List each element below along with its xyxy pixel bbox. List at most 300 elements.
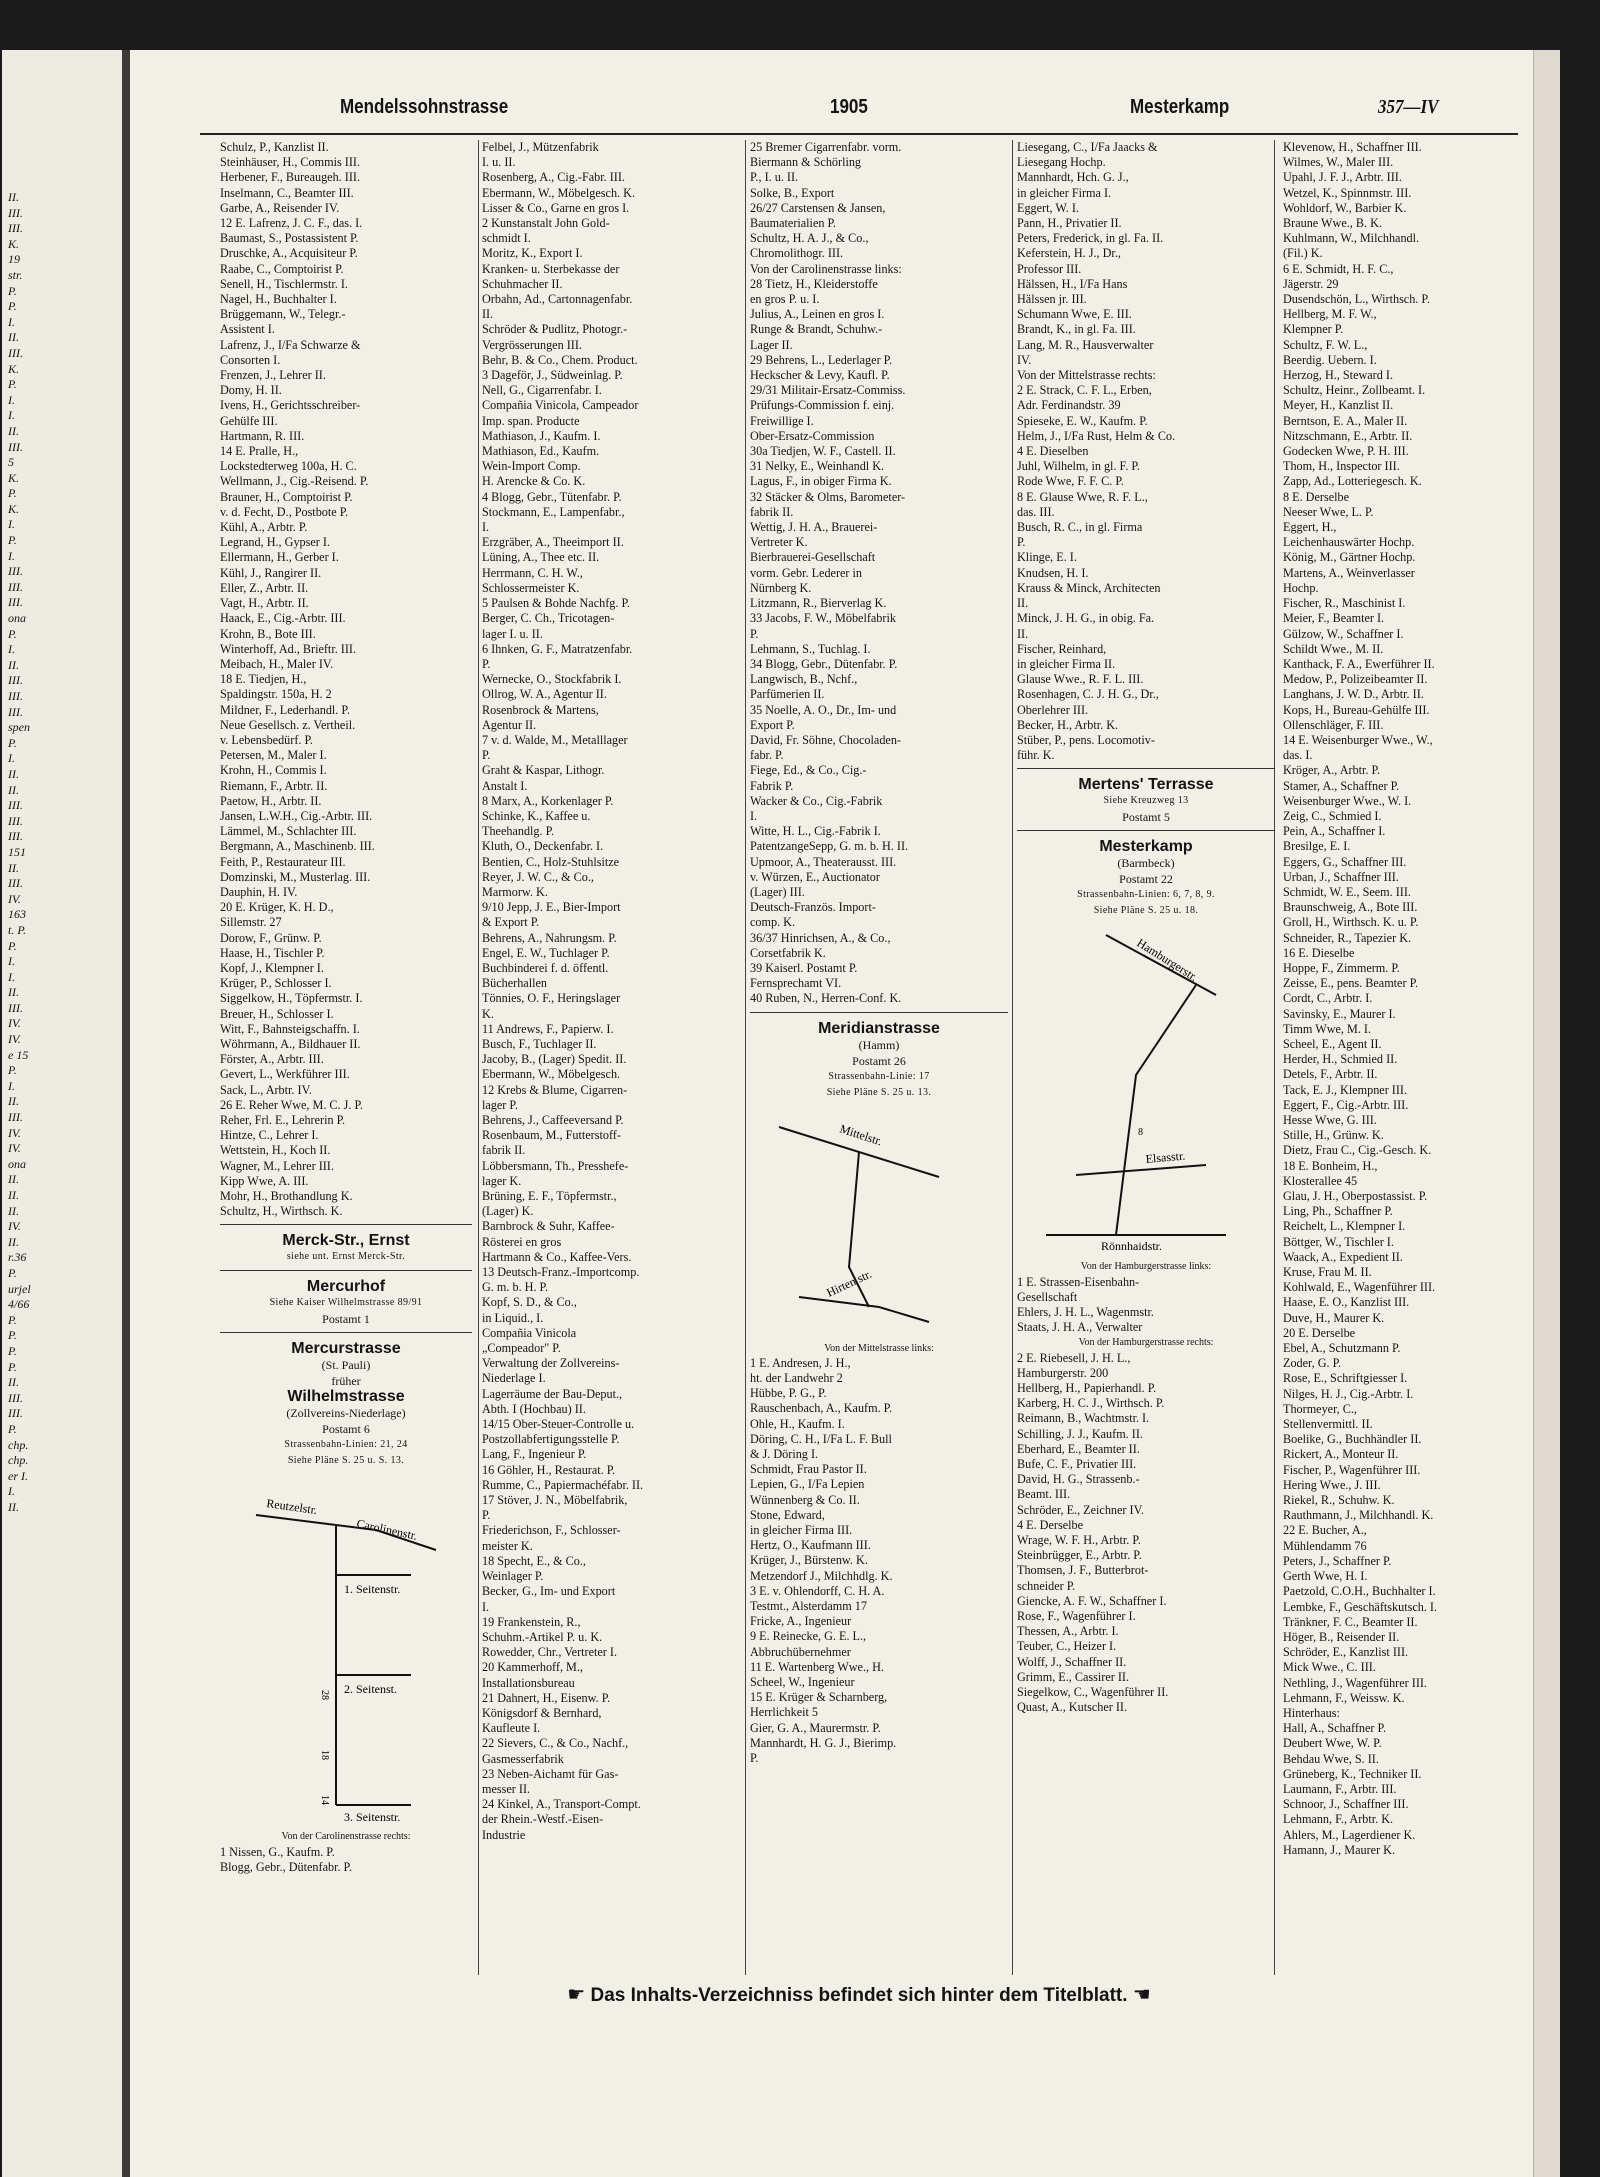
directory-entry: schneider P.	[1017, 1578, 1076, 1593]
directory-entry: Ivens, H., Gerichtsschreiber-	[220, 398, 361, 413]
directory-entry: Meier, F., Beamter I.	[1283, 611, 1385, 626]
directory-entry: vorm. Gebr. Lederer in	[750, 565, 863, 580]
directory-entry: II.	[482, 307, 494, 322]
stub-line: II.	[8, 1094, 19, 1109]
directory-entry: schmidt I.	[482, 231, 531, 246]
directory-entry: 25 Bremer Cigarrenfabr. vorm.	[750, 140, 902, 154]
directory-entry: IV.	[1017, 352, 1032, 367]
directory-entry: Oberlehrer III.	[1017, 702, 1089, 717]
directory-entry: Detels, F., Arbtr. II.	[1283, 1067, 1378, 1082]
stub-line: I.	[8, 1484, 15, 1499]
directory-entry: Buchbinderei f. d. öffentl.	[482, 960, 609, 975]
directory-entry: Weisenburger Wwe., W. I.	[1283, 793, 1412, 808]
directory-entry: Kruse, Frau M. II.	[1283, 1265, 1372, 1280]
directory-entry: Ehlers, J. H. L., Wagenmstr.	[1017, 1304, 1154, 1319]
directory-entry: Julius, A., Leinen en gros I.	[750, 307, 885, 322]
directory-entry: 4 E. Derselbe	[1017, 1517, 1083, 1532]
former-district: (Zollvereins-Niederlage)	[286, 1406, 406, 1421]
directory-entry: Kipp Wwe, A. III.	[220, 1173, 309, 1188]
directory-entry: Höger, B., Reisender II.	[1283, 1629, 1400, 1644]
directory-entry: 8 Marx, A., Korkenlager P.	[482, 793, 614, 808]
directory-entry: Behrens, A., Nahrungsm. P.	[482, 930, 617, 945]
directory-entry: 36/37 Hinrichsen, A., & Co.,	[750, 930, 891, 945]
directory-entry: Fischer, R., Maschinist I.	[1283, 596, 1406, 611]
directory-entry: lager P.	[482, 1097, 518, 1112]
directory-entry: Hall, A., Schaffner P.	[1283, 1721, 1387, 1736]
directory-entry: Ohle, H., Kaufm. I.	[750, 1416, 845, 1431]
directory-entry: Niederlage I.	[482, 1371, 546, 1386]
street-title: Mercurstrasse	[291, 1340, 401, 1358]
directory-entry: Gevert, L., Werkführer III.	[220, 1067, 350, 1082]
directory-entry: Bücherhallen	[482, 976, 547, 991]
directory-entry: Vagt, H., Arbtr. II.	[220, 596, 309, 611]
directory-entry: 34 Blogg, Gebr., Dütenfabr. P.	[750, 656, 898, 671]
directory-entry: P.	[482, 1508, 491, 1523]
district: (St. Pauli)	[321, 1358, 371, 1373]
directory-entry: Busch, R. C., in gl. Firma	[1017, 520, 1143, 535]
directory-entry: Groll, H., Wirthsch. K. u. P.	[1283, 915, 1419, 930]
directory-entry: Petersen, M., Maler I.	[220, 748, 327, 763]
directory-entry: Fischer, Reinhard,	[1017, 641, 1107, 656]
stub-line: III.	[8, 595, 23, 610]
directory-entry: Herrlichkeit 5	[750, 1705, 819, 1720]
directory-entry: Fischer, P., Wagenführer III.	[1283, 1462, 1421, 1477]
directory-entry: Hintze, C., Lehrer I.	[220, 1128, 319, 1143]
directory-entry: 12 Krebs & Blume, Cigarren-	[482, 1082, 628, 1097]
directory-entry: Martens, A., Weinverlasser	[1283, 565, 1415, 580]
directory-entry: Laumann, F., Arbtr. III.	[1283, 1781, 1397, 1796]
directory-entry: Kopf, J., Klempner I.	[220, 960, 324, 975]
stub-line: spen	[8, 720, 30, 735]
directory-entry: (Lager) III.	[750, 884, 805, 899]
directory-entry: 18 E. Bonheim, H.,	[1283, 1158, 1378, 1173]
directory-entry: Ebel, A., Schutzmann P.	[1283, 1341, 1401, 1356]
directory-entry: Lehmann, S., Tuchlag. I.	[750, 641, 871, 656]
directory-entry: I.	[482, 520, 490, 535]
directory-entry: 6 E. Schmidt, H. F. C.,	[1283, 261, 1394, 276]
section-note: Von der Mittelstrasse links:	[824, 1342, 934, 1354]
directory-entry: Druschke, A., Acquisiteur P.	[220, 246, 358, 261]
directory-entry: Bresilge, E. I.	[1283, 839, 1351, 854]
street-map-mercurstrasse	[226, 1475, 466, 1825]
directory-entry: Krauss & Minck, Architecten	[1017, 580, 1161, 595]
directory-entry: Kröger, A., Arbtr. P.	[1283, 763, 1381, 778]
directory-entry: 3 E. v. Ohlendorff, C. H. A.	[750, 1583, 885, 1598]
directory-entry: Hälssen, H., I/Fa Hans	[1017, 276, 1128, 291]
directory-entry: 11 E. Wartenberg Wwe., H.	[750, 1659, 884, 1674]
directory-entry: Lang, M. R., Hausverwalter	[1017, 337, 1154, 352]
directory-entry: 1 E. Andresen, J. H.,	[750, 1355, 851, 1370]
directory-entry: Von der Mittelstrasse rechts:	[1017, 368, 1156, 383]
directory-entry: Compañia Vinicola	[482, 1325, 577, 1340]
directory-entry: Heckscher & Levy, Kaufl. P.	[750, 368, 890, 383]
directory-entry: Reimann, B., Wachtmstr. I.	[1017, 1411, 1150, 1426]
directory-entry: Schuhm.-Artikel P. u. K.	[482, 1629, 603, 1644]
stub-line: ona	[8, 611, 26, 626]
directory-entry: Upahl, J. F. J., Arbtr. III.	[1283, 170, 1402, 185]
directory-entry: Riemann, F., Arbtr. II.	[220, 778, 328, 793]
stub-line: P.	[8, 626, 17, 641]
entry-list	[482, 140, 740, 1843]
directory-entry: (Fil.) K.	[1283, 246, 1323, 261]
directory-entry: Ollenschläger, F. III.	[1283, 717, 1384, 732]
street-note: Siehe Kreuzweg 13	[1103, 795, 1189, 807]
directory-entry: Siegelkow, C., Wagenführer II.	[1017, 1685, 1169, 1700]
directory-entry: Grüneberg, K., Techniker II.	[1283, 1766, 1422, 1781]
directory-entry: Ollrog, W. A., Agentur II.	[482, 687, 607, 702]
stub-line: IV.	[8, 1032, 21, 1047]
directory-entry: Senell, H., Tischlermstr. I.	[220, 276, 348, 291]
directory-entry: Pann, H., Privatier II.	[1017, 216, 1122, 231]
map-label: Hirten str.	[824, 1266, 874, 1300]
stub-line: K.	[8, 501, 20, 516]
directory-entry: Urban, J., Schaffner III.	[1283, 869, 1399, 884]
directory-entry: Lagus, F., in obiger Firma K.	[750, 474, 892, 489]
stub-line: I.	[8, 1078, 15, 1093]
directory-entry: lager K.	[482, 1173, 522, 1188]
stub-line: 163	[8, 907, 26, 922]
directory-entry: Abbruchübernehmer	[750, 1644, 851, 1659]
directory-entry: Mathiason, J., Kaufm. I.	[482, 428, 601, 443]
directory-entry: Dauphin, H. IV.	[220, 884, 298, 899]
earlier-label: früher	[331, 1374, 361, 1389]
directory-entry: Hesse Wwe, G. III.	[1283, 1113, 1377, 1127]
directory-entry: Hälssen jr. III.	[1017, 292, 1087, 307]
street-title: Mercurhof	[306, 1278, 386, 1296]
directory-entry: Hering Wwe., J. III.	[1283, 1477, 1381, 1492]
stub-line: IV.	[8, 1125, 21, 1140]
directory-entry: Herder, H., Schmied II.	[1283, 1052, 1398, 1067]
directory-entry: Braune Wwe., B. K.	[1283, 216, 1382, 231]
directory-entry: Liesegang, C., I/Fa Jaacks &	[1017, 140, 1158, 154]
directory-entry: Böttger, W., Tischler I.	[1283, 1234, 1394, 1249]
stub-line: I.	[8, 517, 15, 532]
directory-entry: Rosenbaum, M., Futterstoff-	[482, 1128, 621, 1143]
directory-entry: Peters, Frederick, in gl. Fa. II.	[1017, 231, 1164, 246]
stub-line: t. P.	[8, 922, 27, 937]
directory-entry: Hübbe, P. G., P.	[750, 1386, 827, 1401]
directory-entry: Keferstein, H. J., Dr.,	[1017, 246, 1121, 261]
directory-entry: Inselmann, C., Beamter III.	[220, 185, 354, 200]
directory-entry: 39 Kaiserl. Postamt P.	[750, 960, 858, 975]
directory-entry: Freiwillige I.	[750, 413, 814, 428]
directory-entry: Wernecke, O., Stockfabrik I.	[482, 672, 622, 687]
directory-entry: fabrik II.	[482, 1143, 526, 1158]
directory-entry: Beamt. III.	[1017, 1487, 1071, 1502]
directory-entry: Ebermann, W., Möbelgesch. K.	[482, 185, 635, 200]
directory-entry: Kluth, O., Deckenfabr. I.	[482, 839, 604, 854]
directory-entry: v. d. Fecht, D., Postbote P.	[220, 504, 349, 519]
directory-entry: Behr, B. & Co., Chem. Product.	[482, 352, 638, 367]
directory-entry: Schilling, J. J., Kaufm. II.	[1017, 1426, 1143, 1441]
directory-entry: Schultz, Heinr., Zollbeamt. I.	[1283, 383, 1426, 398]
stub-line: III.	[8, 1406, 23, 1421]
directory-entry: Schultz, H., Wirthsch. K.	[220, 1204, 343, 1219]
stub-line: III.	[8, 689, 23, 703]
stub-line: II.	[8, 782, 19, 797]
entry-list	[1017, 140, 1275, 763]
directory-entry: 11 Andrews, F., Papierw. I.	[482, 1021, 614, 1036]
directory-entry: Berger, C. Ch., Tricotagen-	[482, 611, 615, 626]
directory-entry: Brauner, H., Comptoirist P.	[220, 489, 353, 504]
directory-entry: comp. K.	[750, 915, 796, 930]
postamt: Postamt 6	[322, 1422, 370, 1437]
directory-entry: meister K.	[482, 1538, 533, 1553]
street-box-meridianstrasse	[750, 1012, 1008, 1101]
header-rule	[200, 133, 1518, 135]
directory-entry: Witte, H. L., Cig.-Fabrik I.	[750, 824, 881, 839]
map-label: 3. Seitenstr.	[344, 1810, 401, 1825]
directory-entry: Hoppe, F., Zimmerm. P.	[1283, 960, 1400, 975]
column-3	[750, 140, 1008, 1975]
directory-entry: 2 Kunstanstalt John Gold-	[482, 216, 610, 231]
directory-entry: Stille, H., Grünw. K.	[1283, 1128, 1384, 1143]
directory-entry: Rosenhagen, C. J. H. G., Dr.,	[1017, 687, 1159, 702]
directory-entry: Jacoby, B., (Lager) Spedit. II.	[482, 1052, 627, 1067]
directory-entry: Rösterei en gros	[482, 1234, 562, 1249]
directory-entry: lager I. u. II.	[482, 626, 543, 641]
column-5	[1283, 140, 1521, 1975]
directory-entry: Fabrik P.	[750, 778, 794, 793]
stub-line: III.	[8, 829, 23, 844]
directory-entry: Krüger, J., Bürstenw. K.	[750, 1553, 868, 1568]
directory-entry: v. Lebensbedürf. P.	[220, 732, 313, 747]
stub-line: II.	[8, 860, 19, 875]
directory-entry: 29 Behrens, L., Lederlager P.	[750, 352, 893, 367]
directory-entry: Wetzel, K., Spinnmstr. III.	[1283, 185, 1412, 200]
directory-entry: Wolff, J., Schaffner II.	[1017, 1654, 1127, 1669]
map-label: Reutzelstr.	[265, 1496, 319, 1518]
street-box-merck	[220, 1224, 472, 1265]
stub-line: P.	[8, 1063, 17, 1078]
directory-entry: Gehülfe III.	[220, 413, 278, 428]
stub-line: III.	[8, 704, 23, 719]
directory-entry: Litzmann, R., Bierverlag K.	[750, 596, 887, 611]
directory-entry: Langhans, J. W. D., Arbtr. II.	[1283, 687, 1424, 702]
stub-line: P.	[8, 1265, 17, 1280]
stub-line: I.	[8, 314, 15, 329]
directory-entry: Kuhlmann, W., Milchhandl.	[1283, 231, 1420, 246]
directory-entry: Wrage, W. F. H., Arbtr. P.	[1017, 1532, 1141, 1547]
stub-line: 4/66	[8, 1297, 30, 1312]
directory-entry: Behrens, J., Caffeeversand P.	[482, 1113, 624, 1127]
street-box-mercurhof	[220, 1270, 472, 1327]
directory-entry: Thessen, A., Arbtr. I.	[1017, 1624, 1119, 1639]
directory-entry: Domzinski, M., Musterlag. III.	[220, 869, 371, 884]
directory-entry: Schultz, F. W. L.,	[1283, 337, 1368, 352]
directory-entry: Eggers, G., Schaffner III.	[1283, 854, 1407, 869]
directory-entry: Wohldorf, W., Barbier K.	[1283, 200, 1407, 215]
directory-entry: Mohr, H., Brothandlung K.	[220, 1189, 353, 1204]
directory-entry: Mannhardt, H. G. J., Bierimp.	[750, 1735, 897, 1750]
stub-line: III.	[8, 564, 23, 579]
directory-entry: David, Fr. Söhne, Chocoladen-	[750, 732, 901, 747]
directory-entry: Theehandlg. P.	[482, 824, 555, 839]
directory-entry: Siggelkow, H., Töpfermstr. I.	[220, 991, 363, 1006]
directory-entry: Engel, E. W., Tuchlager P.	[482, 945, 610, 960]
directory-entry: Prüfungs-Commission f. einj.	[750, 398, 895, 413]
stub-line: P.	[8, 377, 17, 392]
directory-entry: Rickert, A., Monteur II.	[1283, 1447, 1399, 1462]
directory-entry: Kopf, S. D., & Co.,	[482, 1295, 577, 1310]
stub-line: chp.	[8, 1453, 29, 1468]
directory-entry: Schumann Wwe, E. III.	[1017, 307, 1132, 322]
directory-entry: Dusendschön, L., Wirthsch. P.	[1283, 292, 1430, 307]
tram-lines: Strassenbahn-Linien: 6, 7, 8, 9.	[1077, 889, 1215, 901]
directory-entry: Fernsprechamt VI.	[750, 976, 842, 991]
map-number: 8	[1138, 1127, 1143, 1139]
directory-entry: Klosterallee 45	[1283, 1173, 1358, 1188]
directory-entry: messer II.	[482, 1781, 531, 1796]
directory-entry: Stockmann, E., Lampenfabr.,	[482, 504, 625, 519]
directory-entry: Postzollabfertigungsstelle P.	[482, 1432, 620, 1447]
stub-line: III.	[8, 673, 23, 688]
directory-entry: Eggert, H.,	[1283, 520, 1337, 535]
directory-entry: Rose, F., Wagenführer I.	[1017, 1609, 1136, 1623]
directory-entry: Wettig, J. H. A., Brauerei-	[750, 520, 878, 535]
directory-entry: Liesegang Hochp.	[1017, 155, 1106, 170]
directory-entry: Reichelt, L., Klempner I.	[1283, 1219, 1406, 1234]
directory-entry: 14 E. Pralle, H.,	[220, 444, 299, 459]
directory-entry: 33 Jacobs, F. W., Möbelfabrik	[750, 611, 896, 626]
directory-entry: König, M., Gärtner Hochp.	[1283, 550, 1416, 565]
directory-entry: 26/27 Carstensen & Jansen,	[750, 200, 886, 215]
directory-entry: Pein, A., Schaffner I.	[1283, 824, 1386, 839]
directory-entry: 14 E. Weisenburger Wwe., W.,	[1283, 732, 1433, 747]
directory-entry: Legrand, H., Gypser I.	[220, 535, 330, 550]
stub-line: II.	[8, 985, 19, 1000]
directory-entry: Deubert Wwe, W. P.	[1283, 1736, 1382, 1751]
directory-entry: Ellermann, H., Gerber I.	[220, 550, 339, 565]
directory-entry: Steinbrügger, E., Arbtr. P.	[1017, 1548, 1142, 1563]
map-label: Rönnhaidstr.	[1101, 1239, 1163, 1254]
directory-entry: Lang, F., Ingenieur P.	[482, 1447, 587, 1462]
directory-entry: Thormeyer, C.,	[1283, 1401, 1357, 1416]
directory-entry: 26 E. Reher Wwe, M. C. J. P.	[220, 1097, 363, 1112]
directory-entry: Von der Carolinenstrasse links:	[750, 261, 902, 276]
column-1	[220, 140, 472, 1975]
directory-entry: Wacker & Co., Cig.-Fabrik	[750, 793, 883, 808]
directory-entry: 1 E. Strassen-Eisenbahn-	[1017, 1274, 1140, 1289]
directory-entry: P., I. u. II.	[750, 170, 799, 185]
street-map-meridianstrasse	[759, 1107, 999, 1337]
directory-entry: Weinlager P.	[482, 1569, 544, 1584]
directory-entry: Neue Gesellsch. z. Vertheil.	[220, 717, 356, 732]
stub-line: I.	[8, 751, 15, 766]
directory-entry: Behdau Wwe, S. II.	[1283, 1751, 1379, 1766]
postamt: Postamt 22	[1119, 872, 1173, 887]
directory-entry: 2 E. Riebesell, J. H. L.,	[1017, 1350, 1131, 1365]
map-label: Elsasstr.	[1145, 1148, 1186, 1167]
district: (Hamm)	[858, 1037, 900, 1052]
directory-entry: Testmt., Alsterdamm 17	[750, 1599, 867, 1614]
stub-line: K.	[8, 470, 20, 485]
directory-entry: Knudsen, H. I.	[1017, 565, 1089, 580]
directory-entry: Export P.	[750, 717, 795, 732]
former-name: Wilhelmstrasse	[287, 1388, 405, 1406]
directory-entry: Mathiason, Ed., Kaufm.	[482, 444, 600, 459]
directory-entry: Schröder & Pudlitz, Photogr.-	[482, 322, 628, 337]
directory-entry: fabrik II.	[750, 504, 794, 519]
directory-entry: Zeisse, E., pens. Beamter P.	[1283, 976, 1419, 991]
street-title: Merck-Str., Ernst	[282, 1232, 410, 1250]
directory-entry: Nilges, H. J., Cig.-Arbtr. I.	[1283, 1386, 1414, 1401]
directory-entry: Parfümerien II.	[750, 687, 825, 702]
stub-line: K.	[8, 236, 20, 251]
directory-entry: Rosenbrock & Martens,	[482, 702, 599, 717]
directory-entry: G. m. b. H. P.	[482, 1280, 549, 1295]
directory-entry: Staats, J. H. A., Verwalter	[1017, 1320, 1143, 1335]
directory-entry: Spaldingstr. 150a, H. 2	[220, 687, 332, 702]
stub-line: 19	[8, 252, 20, 267]
directory-entry: Baumast, S., Postassistent P.	[220, 231, 359, 246]
directory-entry: Kops, H., Bureau-Gehülfe III.	[1283, 702, 1430, 717]
directory-entry: Minck, J. H. G., in obig. Fa.	[1017, 611, 1155, 626]
street-title: Mesterkamp	[1099, 838, 1193, 856]
stub-line: K.	[8, 361, 20, 376]
entry-list	[1283, 140, 1521, 1858]
directory-entry: Krohn, H., Commis I.	[220, 763, 327, 778]
directory-entry: Gesellschaft	[1017, 1289, 1078, 1304]
directory-entry: 30a Tiedjen, W. F., Castell. II.	[750, 444, 896, 459]
stub-line: P.	[8, 1359, 17, 1374]
directory-entry: Gerth Wwe, H. I.	[1283, 1569, 1368, 1584]
map-road	[1116, 985, 1196, 1235]
stub-line: IV.	[8, 1141, 21, 1156]
directory-entry: P.	[482, 748, 491, 763]
directory-entry: Grimm, E., Cassirer II.	[1017, 1669, 1130, 1684]
directory-entry: Meyer, H., Kanzlist II.	[1283, 398, 1394, 413]
directory-entry: Schinke, K., Kaffee u.	[482, 808, 591, 823]
directory-entry: Upmoor, A., Theaterausst. III.	[750, 854, 897, 869]
directory-entry: „Compeador" P.	[482, 1341, 561, 1356]
plan-reference: Siehe Pläne S. 25 u. 18.	[1093, 905, 1199, 917]
directory-entry: Nürnberg K.	[750, 580, 812, 595]
directory-entry: 13 Deutsch-Franz.-Importcomp.	[482, 1265, 640, 1280]
directory-entry: 7 v. d. Walde, M., Metalllager	[482, 732, 628, 747]
directory-entry: Adr. Ferdinandstr. 39	[1017, 398, 1121, 413]
directory-entry: Becker, H., Arbtr. K.	[1017, 717, 1119, 732]
directory-entry: Königsdorf & Bernhard,	[482, 1705, 602, 1720]
stub-line: II.	[8, 1499, 19, 1514]
directory-entry: Juhl, Wilhelm, in gl. F. P.	[1017, 459, 1140, 474]
directory-entry: Hellberg, M. F. W.,	[1283, 307, 1377, 322]
directory-entry: 21 Dahnert, H., Eisenw. P.	[482, 1690, 611, 1705]
directory-entry: in gleicher Firma I.	[1017, 185, 1112, 200]
directory-entry: Kühl, A., Arbtr. P.	[220, 520, 308, 535]
stub-line: II.	[8, 1188, 19, 1202]
directory-entry: Assistent I.	[220, 322, 275, 337]
entry-list	[1017, 1351, 1275, 1716]
directory-entry: Raabe, C., Comptoirist P.	[220, 261, 344, 276]
stub-line: er I.	[8, 1468, 28, 1483]
directory-entry: I.	[750, 808, 758, 823]
directory-entry: 31 Nelky, E., Weinhandl K.	[750, 459, 885, 474]
directory-entry: Jägerstr. 29	[1283, 276, 1339, 291]
directory-entry: 20 E. Derselbe	[1283, 1325, 1356, 1340]
map-label: Carolinenstr.	[355, 1516, 419, 1544]
directory-entry: 20 Kammerhoff, M.,	[482, 1660, 583, 1675]
directory-entry: 2 E. Strack, C. F. L., Erben,	[1017, 383, 1152, 398]
directory-entry: Hamann, J., Maurer K.	[1283, 1842, 1396, 1857]
entry-list	[750, 1356, 1008, 1766]
stub-line: II.	[8, 657, 19, 672]
directory-entry: 19 Frankenstein, R.,	[482, 1614, 581, 1629]
stub-line: P.	[8, 299, 17, 314]
directory-entry: fabr. P.	[750, 748, 784, 763]
stub-line: III.	[8, 579, 23, 594]
directory-entry: Tränkner, F. C., Beamter II.	[1283, 1614, 1418, 1629]
